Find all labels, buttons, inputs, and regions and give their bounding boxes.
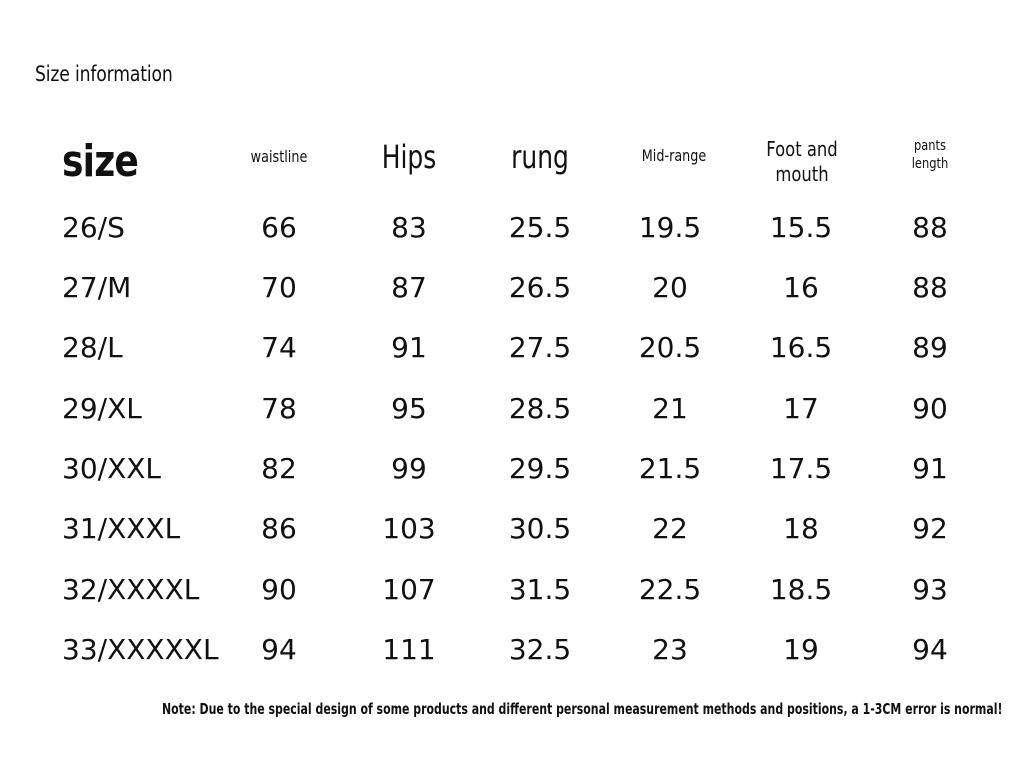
row-2-foot-mouth: 16: [783, 271, 819, 304]
row-7-pants-length: 93: [912, 573, 948, 606]
row-6-foot-mouth: 18: [783, 512, 819, 545]
row-7-rung: 31.5: [508, 573, 572, 606]
header-pants-length-line-1: pants: [913, 138, 947, 154]
row-8-rung: 32.5: [508, 633, 572, 666]
row-5-rung: 29.5: [508, 452, 572, 485]
row-6-hips: 103: [382, 512, 436, 545]
row-8-mid-range: 23: [652, 633, 688, 666]
row-2-rung: 26.5: [508, 271, 572, 304]
row-6-waistline: 86: [261, 512, 297, 545]
header-foot-mouth-line-2: mouth: [775, 162, 829, 186]
page-title: Size information: [35, 62, 173, 86]
row-1-size: 26/S: [62, 211, 125, 244]
header-pants-length: [912, 137, 949, 173]
header-waistline: waistline: [250, 147, 308, 166]
row-6-rung: 30.5: [508, 512, 572, 545]
row-4-size: 29/XL: [62, 392, 142, 425]
row-6-mid-range: 22: [652, 512, 688, 545]
row-1-pants-length: 88: [912, 211, 948, 244]
row-4-foot-mouth: 17: [783, 392, 819, 425]
row-5-waistline: 82: [261, 452, 297, 485]
measurement-note: Note: Due to the special design of some products and different personal measurement methods and positions, a 1-3CM error is normal!: [162, 700, 1003, 718]
row-3-size: 28/L: [62, 331, 123, 364]
row-8-hips: 111: [382, 633, 436, 666]
row-4-waistline: 78: [261, 392, 297, 425]
row-1-mid-range: 19.5: [638, 211, 702, 244]
row-5-size: 30/XXL: [62, 452, 162, 485]
row-5-hips: 99: [391, 452, 427, 485]
row-4-mid-range: 21: [652, 392, 688, 425]
header-rung: rung: [511, 138, 569, 176]
row-1-waistline: 66: [261, 211, 297, 244]
row-1-rung: 25.5: [508, 211, 572, 244]
row-2-pants-length: 88: [912, 271, 948, 304]
row-7-waistline: 90: [261, 573, 297, 606]
row-8-waistline: 94: [261, 633, 297, 666]
row-4-pants-length: 90: [912, 392, 948, 425]
row-3-pants-length: 89: [912, 331, 948, 364]
row-2-mid-range: 20: [652, 271, 688, 304]
header-foot-mouth-line-1: Foot and: [766, 137, 838, 161]
row-8-size: 33/XXXXXL: [62, 633, 219, 666]
header-pants-length-line-2: length: [911, 156, 949, 172]
row-7-foot-mouth: 18.5: [769, 573, 833, 606]
row-6-pants-length: 92: [912, 512, 948, 545]
row-2-hips: 87: [391, 271, 427, 304]
header-foot-mouth: [766, 137, 837, 187]
row-8-foot-mouth: 19: [783, 633, 819, 666]
header-mid-range: Mid-range: [641, 146, 707, 165]
row-6-size: 31/XXXL: [62, 512, 181, 545]
row-4-hips: 95: [391, 392, 427, 425]
row-5-foot-mouth: 17.5: [769, 452, 833, 485]
row-7-hips: 107: [382, 573, 436, 606]
row-4-rung: 28.5: [508, 392, 572, 425]
row-2-size: 27/M: [62, 271, 132, 304]
row-3-hips: 91: [391, 331, 427, 364]
row-7-mid-range: 22.5: [638, 573, 702, 606]
header-size: size: [62, 136, 139, 187]
row-2-waistline: 70: [261, 271, 297, 304]
row-1-hips: 83: [391, 211, 427, 244]
row-8-pants-length: 94: [912, 633, 948, 666]
row-5-mid-range: 21.5: [638, 452, 702, 485]
header-hips: Hips: [381, 138, 437, 176]
row-5-pants-length: 91: [912, 452, 948, 485]
row-1-foot-mouth: 15.5: [769, 211, 833, 244]
row-7-size: 32/XXXXL: [62, 573, 200, 606]
row-3-mid-range: 20.5: [638, 331, 702, 364]
row-3-waistline: 74: [261, 331, 297, 364]
row-3-foot-mouth: 16.5: [769, 331, 833, 364]
row-3-rung: 27.5: [508, 331, 572, 364]
